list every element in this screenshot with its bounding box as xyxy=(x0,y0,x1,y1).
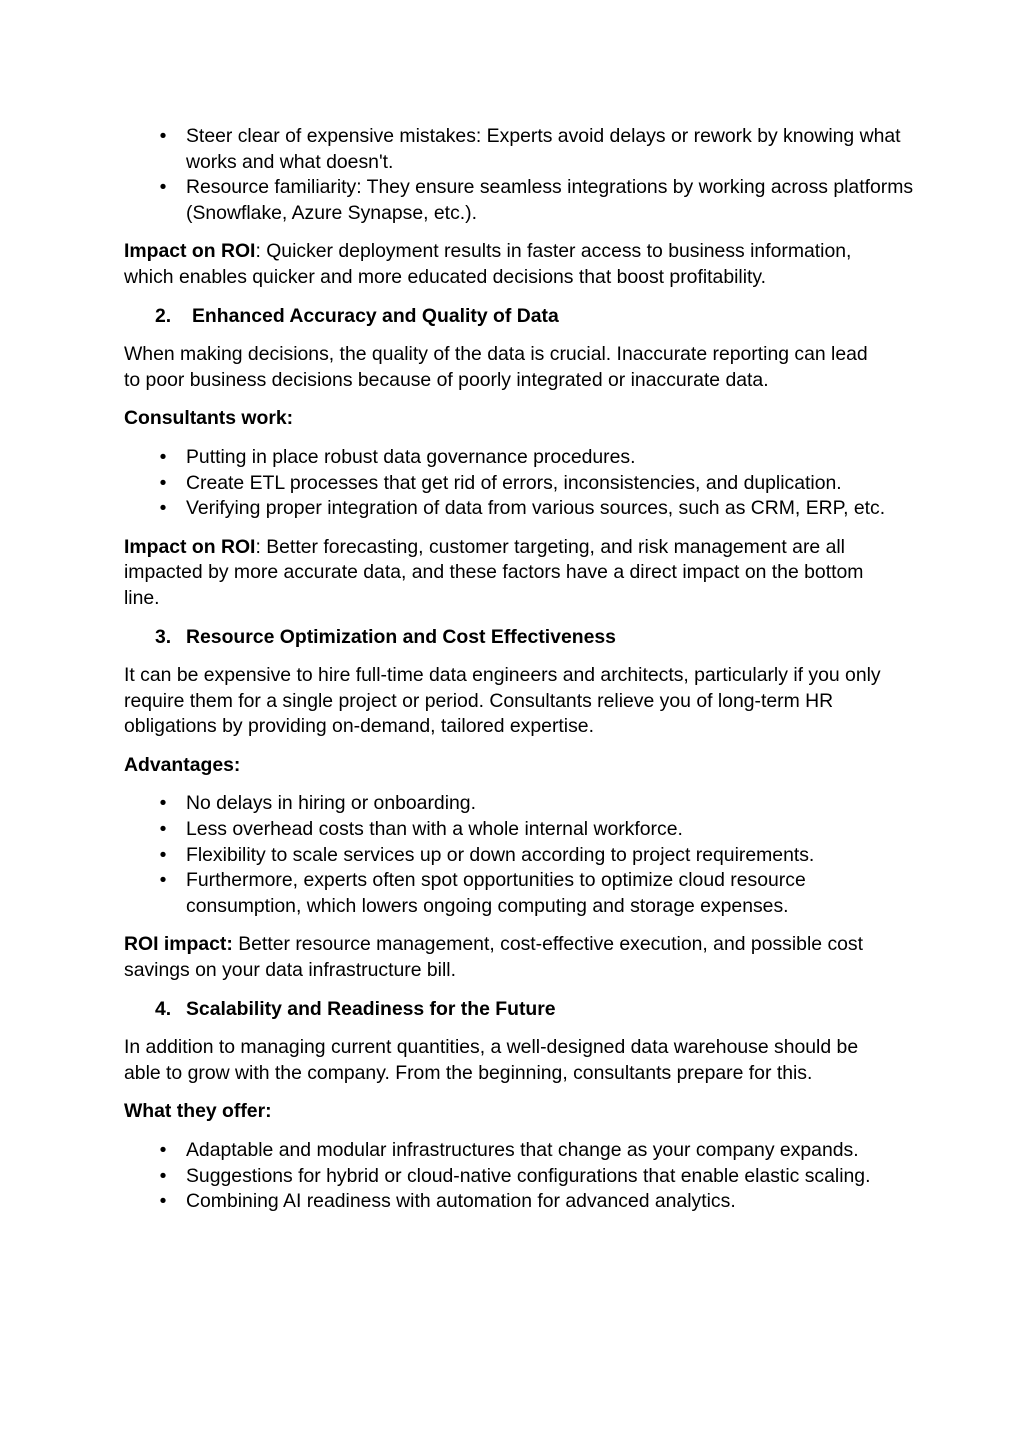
section-heading: 2. Enhanced Accuracy and Quality of Data xyxy=(155,304,559,327)
roi-paragraph: Impact on ROI: Quicker deployment results in faster access to business information, which enables quicker and more educated decisions that boost profitability. xyxy=(124,240,852,288)
list-item: • Combining AI readiness with automation for advanced analytics. xyxy=(124,1189,914,1215)
bullet-list-offerings xyxy=(124,1138,914,1215)
document-page xyxy=(124,124,914,1215)
list-item: • Less overhead costs than with a whole internal workforce. xyxy=(124,817,914,843)
bullet-icon: • xyxy=(159,497,167,520)
bullet-icon: • xyxy=(159,176,167,199)
list-item: • Verifying proper integration of data from various sources, such as CRM, ERP, etc. xyxy=(124,496,914,522)
bullet-icon: • xyxy=(159,818,167,841)
list-item: • Adaptable and modular infrastructures that change as your company expands. xyxy=(124,1138,886,1164)
roi-label: ROI impact: xyxy=(124,933,233,956)
list-item: • Furthermore, experts often spot opportunities to optimize cloud resource consumption, which lowers ongoing computing and storage expenses. xyxy=(159,869,806,917)
list-item: • Create ETL processes that get rid of errors, inconsistencies, and duplication. xyxy=(124,471,914,497)
roi-label: Impact on ROI xyxy=(124,535,256,558)
bullet-list-consultants-work xyxy=(124,445,914,522)
bullet-icon: • xyxy=(159,1164,167,1187)
sub-label: Consultants work: xyxy=(124,407,294,430)
bullet-icon: • xyxy=(159,125,167,147)
bullet-list-advantages xyxy=(124,791,914,919)
list-item: • Resource familiarity: They ensure seamless integrations by working across platforms (Snowflake, Azure Synapse, etc.). xyxy=(159,176,914,224)
list-item: • Flexibility to scale services up or down according to project requirements. xyxy=(124,843,914,869)
roi-label: Impact on ROI xyxy=(124,240,256,263)
sub-label: Advantages: xyxy=(124,753,241,776)
bullet-icon: • xyxy=(159,792,167,815)
roi-paragraph: ROI impact: Better resource management, cost-effective execution, and possible cost savings on your data infrastructure bill. xyxy=(124,933,864,982)
sub-label: What they offer: xyxy=(124,1100,272,1123)
bullet-icon: • xyxy=(159,1139,167,1161)
bullet-icon: • xyxy=(159,843,167,866)
section-heading: 4. Scalability and Readiness for the Future xyxy=(155,997,556,1020)
bullet-icon: • xyxy=(159,1190,167,1213)
roi-paragraph: Impact on ROI: Better forecasting, customer targeting, and risk management are all impacted by more accurate data, and these factors have a direct impact on the bottom line. xyxy=(124,535,864,609)
bullet-icon: • xyxy=(159,869,167,892)
bullet-icon: • xyxy=(159,445,167,468)
list-item: • Steer clear of expensive mistakes: Experts avoid delays or rework by knowing what works and what doesn't. xyxy=(159,125,901,173)
section-intro: It can be expensive to hire full-time data engineers and architects, particularly if you only require them for a single project or period. Consultants relieve you of long-term HR obligations by providing on-demand, tailored expertise. xyxy=(124,664,881,738)
bullet-icon: • xyxy=(159,471,167,494)
section-intro: When making decisions, the quality of the data is crucial. Inaccurate reporting can lead to poor business decisions because of poorly integrated or inaccurate data. xyxy=(124,343,868,391)
section-heading: 3. Resource Optimization and Cost Effectiveness xyxy=(155,625,616,648)
section-intro: In addition to managing current quantities, a well-designed data warehouse should be able to grow with the company. From the beginning, consultants prepare for this. xyxy=(124,1036,859,1084)
list-item: • Suggestions for hybrid or cloud-native configurations that enable elastic scaling. xyxy=(124,1164,906,1190)
list-item: • Putting in place robust data governance procedures. xyxy=(124,445,914,471)
bullet-list-expertise xyxy=(124,124,914,226)
list-item: • No delays in hiring or onboarding. xyxy=(124,791,914,817)
